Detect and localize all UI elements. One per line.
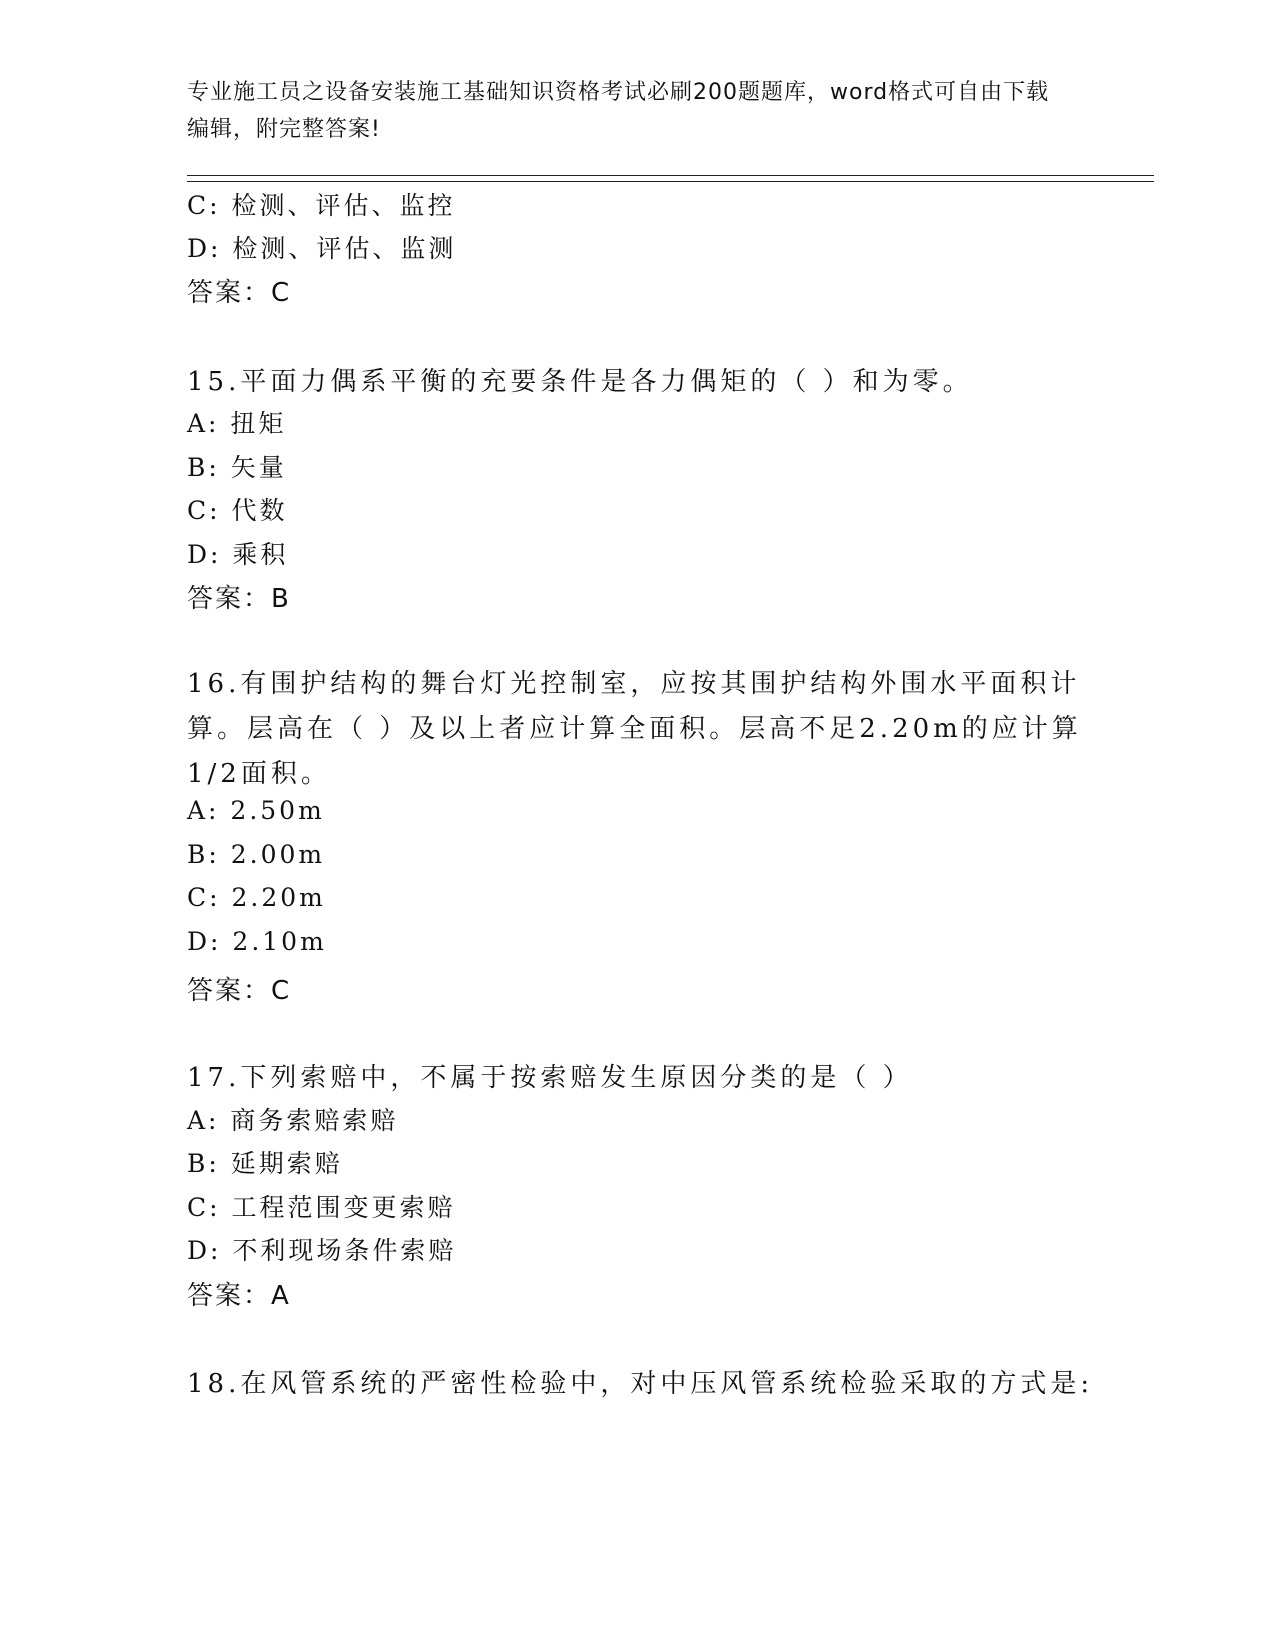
q15-option-a: A: 扭矩	[187, 409, 287, 438]
q15-option-c: C: 代数	[187, 496, 288, 525]
q15-option-b: B: 矢量	[187, 453, 287, 482]
q15-question: 15.平面力偶系平衡的充要条件是各力偶矩的（ ）和为零。	[187, 367, 973, 397]
q17-option-b: B: 延期索赔	[187, 1149, 343, 1178]
q17-option-a: A: 商务索赔索赔	[187, 1106, 399, 1135]
q16-option-c: C: 2.20m	[187, 883, 326, 912]
q16-option-a: A: 2.50m	[187, 796, 325, 825]
q16-question: 16.有围护结构的舞台灯光控制室，应按其围护结构外围水平面积计算。层高在（ ）及以上者应计算全面积。层高不足2.20m的应计算1/2面积。	[187, 669, 1082, 789]
q16-answer: 答案：C	[187, 976, 292, 1006]
q15-option-d: D: 乘积	[187, 540, 289, 569]
q15-answer: 答案：B	[187, 584, 291, 614]
header-divider-top	[187, 175, 1154, 176]
q18-question: 18.在风管系统的严密性检验中，对中压风管系统检验采取的方式是:	[187, 1369, 1094, 1399]
document-header: 专业施工员之设备安装施工基础知识资格考试必刷200题题库，word格式可自由下载编辑，附完整答案!	[187, 80, 1050, 142]
q17-option-c: C: 工程范围变更索赔	[187, 1193, 456, 1222]
q14-answer: 答案：C	[187, 278, 292, 308]
header-divider-bottom	[187, 181, 1154, 182]
q16-option-d: D: 2.10m	[187, 927, 327, 956]
q14-option-d: D: 检测、评估、监测	[187, 234, 457, 263]
q17-question: 17.下列索赔中，不属于按索赔发生原因分类的是（ ）	[187, 1063, 913, 1093]
q17-answer: 答案：A	[187, 1281, 291, 1311]
q17-option-d: D: 不利现场条件索赔	[187, 1236, 457, 1265]
q16-option-b: B: 2.00m	[187, 840, 326, 869]
q14-option-c: C: 检测、评估、监控	[187, 191, 456, 220]
